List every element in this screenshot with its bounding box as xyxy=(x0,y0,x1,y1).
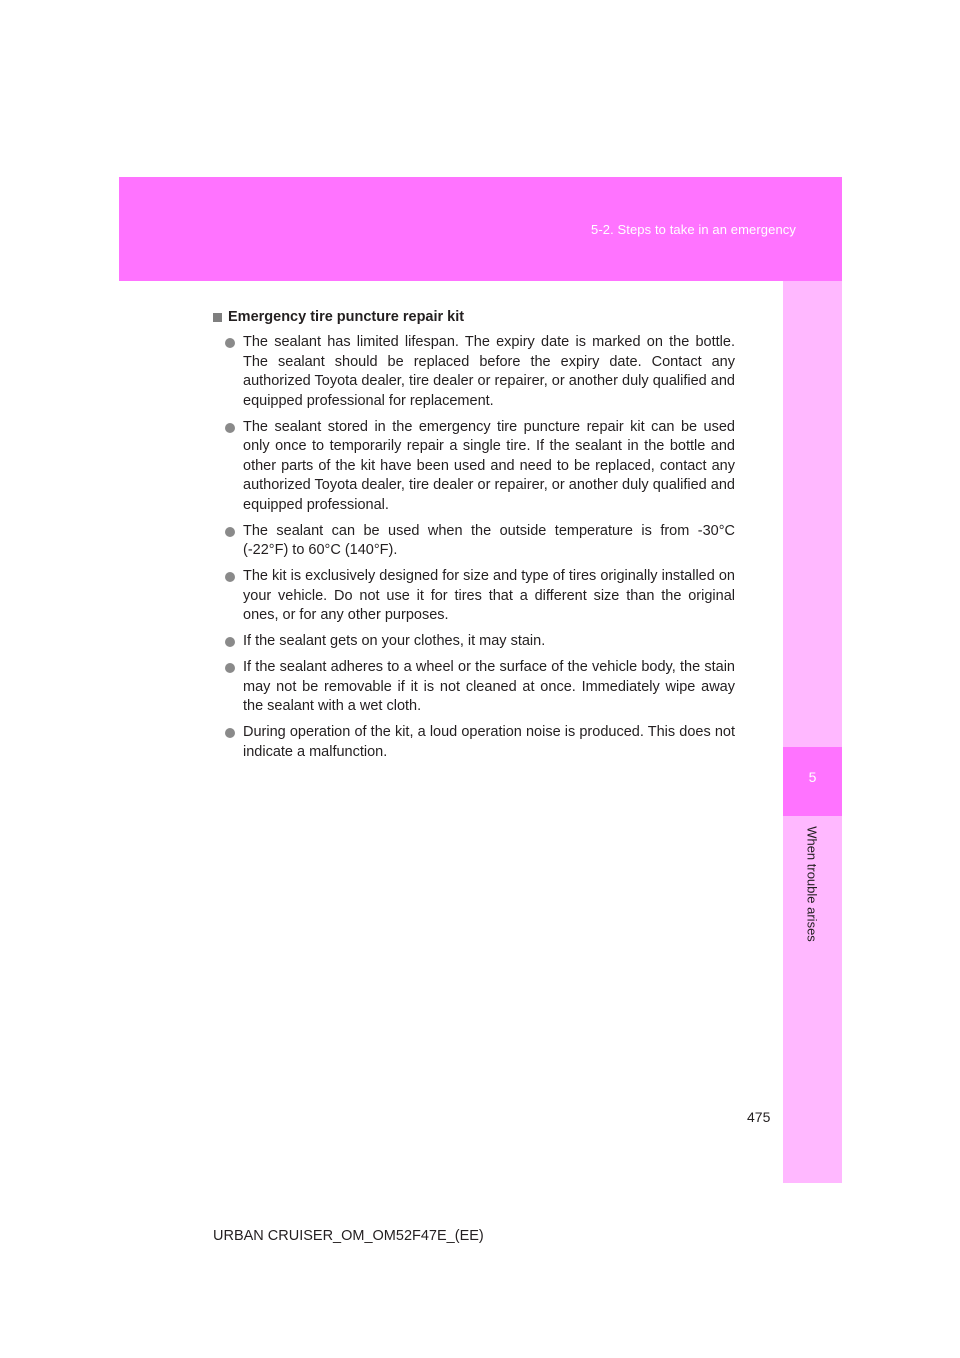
list-item-text: The sealant can be used when the outside temperature is from -30°C (-22°F) to 60°C (140°F). xyxy=(243,522,735,558)
chapter-number: 5 xyxy=(808,769,817,785)
bullet-list xyxy=(213,333,735,762)
bullet-dot-icon xyxy=(225,637,235,647)
list-item-text: The sealant has limited lifespan. The expiry date is marked on the bottle. The sealant should be replaced before the expiry date. Contact any authorized Toyota dealer, tire dealer or repairer, or another duly qualified and equipped professional for replacement. xyxy=(243,334,735,409)
list-item xyxy=(213,333,735,411)
chapter-label: When trouble arises xyxy=(804,826,820,942)
section-title: 5-2. Steps to take in an emergency xyxy=(590,222,796,237)
bullet-dot-icon xyxy=(225,338,235,348)
bullet-dot-icon xyxy=(225,663,235,673)
list-item xyxy=(213,567,735,626)
header-band xyxy=(119,177,842,281)
list-item xyxy=(213,632,735,652)
chapter-block xyxy=(783,747,842,816)
list-item-text: If the sealant adheres to a wheel or the surface of the vehicle body, the stain may not be removable if it is not cleaned at once. Immediately wipe away the sealant with a wet cloth. xyxy=(243,659,735,714)
list-item xyxy=(213,522,735,561)
list-item-text: During operation of the kit, a loud operation noise is produced. This does not indicate a malfunction. xyxy=(243,724,735,760)
page-number: 475 xyxy=(747,1109,771,1125)
list-item-text: If the sealant gets on your clothes, it may stain. xyxy=(243,633,546,649)
square-bullet-icon xyxy=(213,313,222,322)
bullet-dot-icon xyxy=(225,423,235,433)
bullet-dot-icon xyxy=(225,572,235,582)
content-section xyxy=(213,308,735,769)
list-item xyxy=(213,723,735,762)
bullet-dot-icon xyxy=(225,728,235,738)
list-item xyxy=(213,658,735,717)
list-item-text: The kit is exclusively designed for size and type of tires originally installed on your vehicle. Do not use it for tires that a different size than the original ones, or for any other purposes. xyxy=(243,568,735,623)
document-code: URBAN CRUISER_OM_OM52F47E_(EE) xyxy=(213,1228,484,1244)
section-heading-text: Emergency tire puncture repair kit xyxy=(228,309,465,325)
side-tab xyxy=(783,281,842,1183)
section-heading xyxy=(213,308,735,327)
bullet-dot-icon xyxy=(225,527,235,537)
list-item xyxy=(213,418,735,516)
list-item-text: The sealant stored in the emergency tire puncture repair kit can be used only once to temporarily repair a single tire. If the sealant in the bottle and other parts of the kit have been used and need to be replaced, contact any authorized Toyota dealer, tire dealer or repairer, or another duly qualified and equipped professional. xyxy=(243,418,735,513)
